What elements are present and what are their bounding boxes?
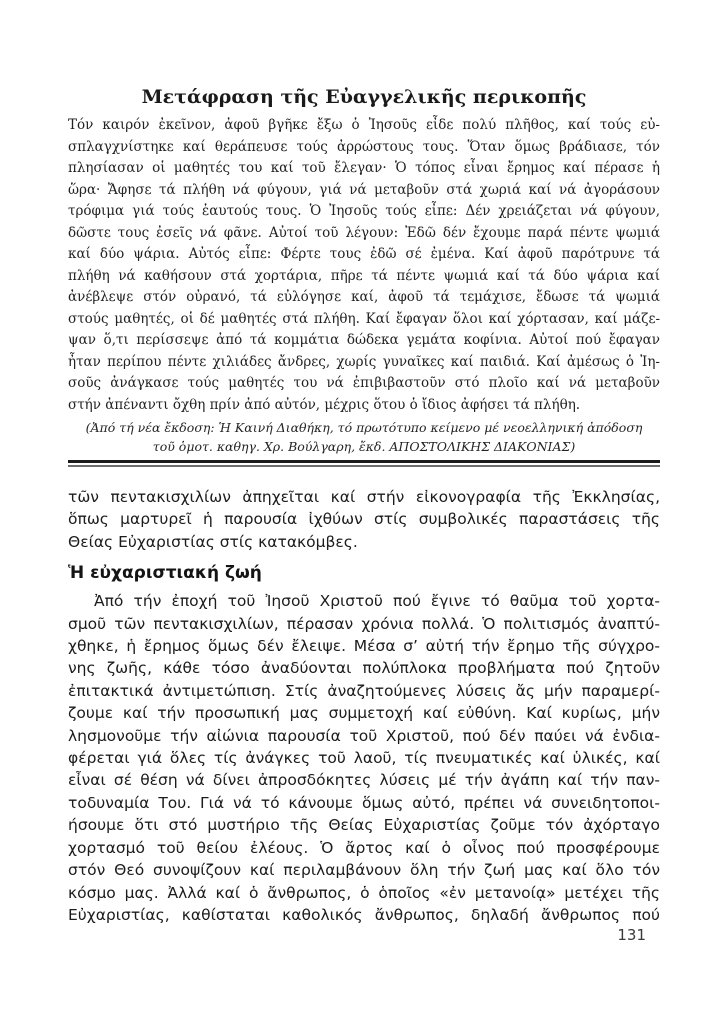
text-line: ὥρα· Ἄφησε τά πλήθη νά φύγουν, γιά νά μεταβοῦν στά χωριά καί νά ἀγοράσουν — [68, 181, 660, 198]
text-line: Τόν καιρόν ἐκεῖνον, ἀφοῦ βγῆκε ἔξω ὁ Ἰησοῦς εἶδε πολύ πλῆθος, καί τούς εὐ- — [68, 117, 660, 133]
section-divider — [68, 460, 660, 467]
text-line: σοῦς ἀνάγκασε τούς μαθητές του νά ἐπιβιβαστοῦν στό πλοῖο καί νά μεταβοῦν — [68, 375, 660, 391]
text-line: ἐπιτακτικά ἀντιμετώπιση. Στίς ἀναζητούμενες λύσεις ἄς μήν παραμερί- — [68, 681, 660, 700]
text-line: χθηκε, ἡ ἔρημος ὅμως δέν ἔλειψε. Μέσα σ’ αὐτή τήν ἔρημο τῆς σύγχρο- — [68, 637, 660, 656]
text-line: ἀνέβλεψε στόν οὐρανό, τά εὐλόγησε καί, ἀφοῦ τά τεμάχισε, ἔδωσε τά ψωμιά — [68, 289, 660, 305]
text-line: δῶστε τους ἐσεῖς νά φᾶνε. Αὐτοί τοῦ λέγουν: Ἐδῶ δέν ἔχουμε παρά πέντε ψωμιά — [68, 224, 660, 241]
text-line: στόν Θεό συνοψίζουν καί περιλαμβάνουν ὅλη τήν ζωή μας καί ὅλο τόν — [68, 861, 660, 880]
text-line: πλησίασαν οἱ μαθητές του καί τοῦ ἔλεγαν· Ὁ τόπος εἶναι ἔρημος καί πέρασε ἡ — [68, 160, 660, 176]
page-number: 131 — [617, 926, 646, 944]
text-line: ἦταν περίπου πέντε χιλιάδες ἄνδρες, χωρίς γυναῖκες καί παιδιά. Καί ἀμέσως ὁ Ἰη- — [68, 353, 660, 370]
text-line: ήσουμε ὅτι στό μυστήριο τῆς Θείας Εὐχαριστίας ζοῦμε τόν ἀχόρταγο — [68, 816, 660, 835]
gospel-section-title: Μετάφραση τῆς Εὐαγγελικῆς περικοπῆς — [141, 86, 587, 108]
text-line: ὅπως μαρτυρεῖ ἡ παρουσία ἰχθύων στίς συμβολικές παραστάσεις τῆς — [68, 510, 660, 529]
text-line: Ἀπό τήν ἐποχή τοῦ Ἰησοῦ Χριστοῦ πού ἔγινε τό θαῦμα τοῦ χορτα- — [94, 592, 660, 611]
continuation-paragraph — [68, 486, 660, 553]
text-line: πλήθη νά καθήσουν στά χορτάρια, πῆρε τά πέντε ψωμιά καί τά δύο ψάρια καί — [68, 267, 660, 284]
text-line: εἶναι σέ θέση νά δίνει ἀπροσδόκητες λύσεις μέ τήν ἀγάπη καί τήν παν- — [68, 771, 660, 790]
divider-rule-bottom — [68, 465, 660, 467]
text-line: σμοῦ τῶν πεντακισχιλίων, πέρασαν χρόνια πολλά. Ὁ πολιτισμός ἀναπτύ- — [68, 614, 660, 633]
source-citation — [68, 418, 660, 456]
text-line: (Ἀπό τή νέα ἔκδοση: Ἡ Καινή Διαθήκη, τό πρωτότυπο κείμενο μέ νεοελληνική ἀπόδοση — [85, 420, 643, 435]
text-line: κόσμο μας. Ἀλλά καί ὁ ἄνθρωπος, ὁ ὁποῖος «ἐν μετανοίᾳ» μετέχει τῆς — [68, 883, 660, 902]
text-column — [68, 85, 660, 926]
text-line: τοδυναμία Του. Γιά νά τό κάνουμε ὅμως αὐτό, πρέπει νά συνειδητοποι- — [68, 793, 660, 812]
text-line: τρόφιμα γιά τούς ἑαυτούς τους. Ὁ Ἰησοῦς τούς εἶπε: Δέν χρειάζεται νά φύγουν, — [68, 203, 660, 219]
text-line: ψαν ὅ,τι περίσσεψε ἀπό τά κομμάτια δώδεκα γεμάτα κοφίνια. Αὐτοί πού ἔφαγαν — [68, 332, 660, 348]
text-line: τοῦ ὁμοτ. καθηγ. Χρ. Βούλγαρη, ἔκδ. ΑΠΟΣΤΟΛΙΚΗΣ ΔΙΑΚΟΝΙΑΣ) — [152, 439, 576, 454]
gospel-paragraph — [68, 115, 660, 416]
text-line: στούς μαθητές, οἱ δέ μαθητές στά πλήθη. Καί ἔφαγαν ὅλοι καί χόρτασαν, καί μάζε- — [68, 310, 660, 327]
text-line: καί δύο ψάρια. Αὐτός εἶπε: Φέρτε τους ἐδῶ σέ ἐμένα. Καί ἀφοῦ παρότρυνε τά — [68, 246, 660, 262]
text-line: χορτασμό τοῦ θείου ἐλέους. Ὁ ἄρτος καί ὁ οἶνος πού προσφέρουμε — [68, 838, 660, 857]
text-line: Θείας Εὐχαριστίας στίς κατακόμβες. — [68, 532, 358, 551]
text-line: λησμονοῦμε τήν αἰώνια παρουσία τοῦ Χριστοῦ, πού δέν παύει νά ἐνδια- — [68, 726, 660, 745]
main-paragraph — [68, 590, 660, 926]
text-line: Εὐχαριστίας, καθίσταται καθολικός ἄνθρωπος, δηλαδή ἄνθρωπος πού — [68, 905, 660, 924]
text-line: φέρεται γιά ὅλες τίς ἀνάγκες τοῦ λαοῦ, τίς πνευματικές καί ὑλικές, καί — [68, 749, 660, 768]
text-line: στήν ἀπέναντι ὄχθη πρίν ἀπό αὐτόν, μέχρις ὅτου ὁ ἴδιος ἀφήσει τά πλήθη. — [68, 396, 581, 413]
text-line: σπλαγχνίστηκε καί θεράπευσε τούς ἀρρώστους τους. Ὅταν ὅμως βράδιασε, τόν — [68, 138, 660, 155]
text-line: νης ζωῆς, κάθε τόσο ἀναδύονται πολύπλοκα προβλήματα πού ζητοῦν — [68, 659, 660, 678]
text-line: ζουμε καί τήν προσωπική μας συμμετοχή καί εὐθύνη. Καί κυρίως, μήν — [68, 704, 660, 723]
section-heading: Ἡ εὐχαριστιακή ζωή — [68, 563, 262, 584]
text-line: τῶν πεντακισχιλίων ἀπηχεῖται καί στήν εἰκονογραφία τῆς Ἐκκλησίας, — [68, 488, 660, 506]
divider-rule-top — [68, 460, 660, 463]
